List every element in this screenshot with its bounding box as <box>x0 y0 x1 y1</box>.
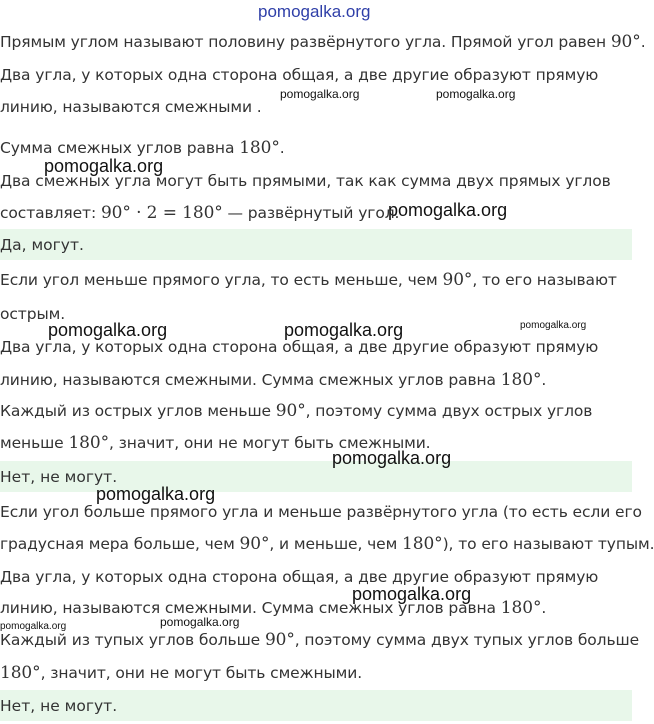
text: . <box>279 139 285 157</box>
paragraph-line: Два угла, у которых одна сторона общая, а две другие образуют прямую <box>0 568 599 586</box>
watermark: pomogalka.org <box>48 320 168 340</box>
math-value: 90° <box>442 270 473 290</box>
watermark: pomogalka.org <box>388 200 508 220</box>
watermark: pomogalka.org <box>284 320 404 340</box>
watermark: pomogalka.org <box>160 615 240 629</box>
paragraph-line <box>0 630 639 650</box>
math-expression: 90° · 2 = 180° <box>100 203 223 223</box>
answer-band <box>0 461 632 492</box>
paragraph-line <box>0 534 654 554</box>
text: Сумма смежных углов равна <box>0 139 240 157</box>
math-value: 180° <box>68 433 110 453</box>
text: . <box>640 33 646 51</box>
math-value: 90° <box>275 401 306 421</box>
paragraph-line: Два смежных угла могут быть прямыми, так как сумма двух прямых углов <box>0 172 611 190</box>
watermark: pomogalka.org <box>332 448 452 468</box>
watermark: pomogalka.org <box>0 621 67 632</box>
watermark: pomogalka.org <box>520 320 587 331</box>
math-value: 180° <box>500 370 542 390</box>
math-value: 180° <box>0 663 41 683</box>
math-value: 180° <box>402 534 443 554</box>
text: , значит, они не могут быть смежными. <box>109 434 431 452</box>
math-value: 90° <box>610 32 641 52</box>
paragraph-line <box>0 270 617 290</box>
math-value: 180° <box>239 138 280 158</box>
text: — развёрнутый угол. <box>222 204 400 222</box>
watermark: pomogalka.org <box>352 584 472 604</box>
watermark: pomogalka.org <box>436 87 516 101</box>
paragraph-line <box>0 370 546 390</box>
paragraph-line <box>0 203 399 223</box>
text: Каждый из острых углов меньше <box>0 402 276 420</box>
paragraph-line: Два угла, у которых одна сторона общая, а две другие образуют прямую <box>0 66 599 84</box>
paragraph-line <box>0 663 362 683</box>
math-value: 180° <box>500 598 542 618</box>
paragraph-line: линию, называются смежными . <box>0 98 262 116</box>
answer-text: Да, могут. <box>0 236 84 254</box>
watermark-top: pomogalka.org <box>258 2 371 21</box>
text: . <box>541 371 547 389</box>
paragraph-line <box>0 401 592 421</box>
text: . <box>541 599 547 617</box>
text: меньше <box>0 434 69 452</box>
math-value: 90° <box>239 534 270 554</box>
watermark: pomogalka.org <box>44 156 164 176</box>
text: , значит, они не могут быть смежными. <box>40 664 363 682</box>
answer-text: Нет, не могут. <box>0 468 118 486</box>
watermark: pomogalka.org <box>280 87 360 101</box>
text: Прямым углом называют половину развёрнутого угла. Прямой угол равен <box>0 33 611 51</box>
paragraph-line <box>0 138 285 158</box>
text: , поэтому сумма двух тупых углов больше <box>294 631 640 649</box>
text: Если угол меньше прямого угла, то есть меньше, чем <box>0 271 443 289</box>
paragraph-line: Два угла, у которых одна сторона общая, а две другие образуют прямую <box>0 338 599 356</box>
text: , то его называют <box>472 271 617 289</box>
answer-band <box>0 690 632 721</box>
text: , и меньше, чем <box>269 535 403 553</box>
paragraph-line: Если угол больше прямого угла и меньше развёрнутого угла (то есть если его <box>0 503 642 521</box>
math-value: 90° <box>264 630 295 650</box>
text: Каждый из тупых углов больше <box>0 631 265 649</box>
text: ), то его называют тупым. <box>442 535 654 553</box>
text: градусная мера больше, чем <box>0 535 240 553</box>
answer-text: Нет, не могут. <box>0 697 118 715</box>
answer-band <box>0 229 632 260</box>
text: , поэтому сумма двух острых углов <box>305 402 593 420</box>
paragraph-line: острым. <box>0 305 66 323</box>
text: линию, называются смежными. Сумма смежных углов равна <box>0 371 501 389</box>
text: линию, называются смежными. Сумма смежных углов равна <box>0 599 501 617</box>
watermark: pomogalka.org <box>96 484 216 504</box>
paragraph-line <box>0 32 646 52</box>
text: составляет: <box>0 204 101 222</box>
